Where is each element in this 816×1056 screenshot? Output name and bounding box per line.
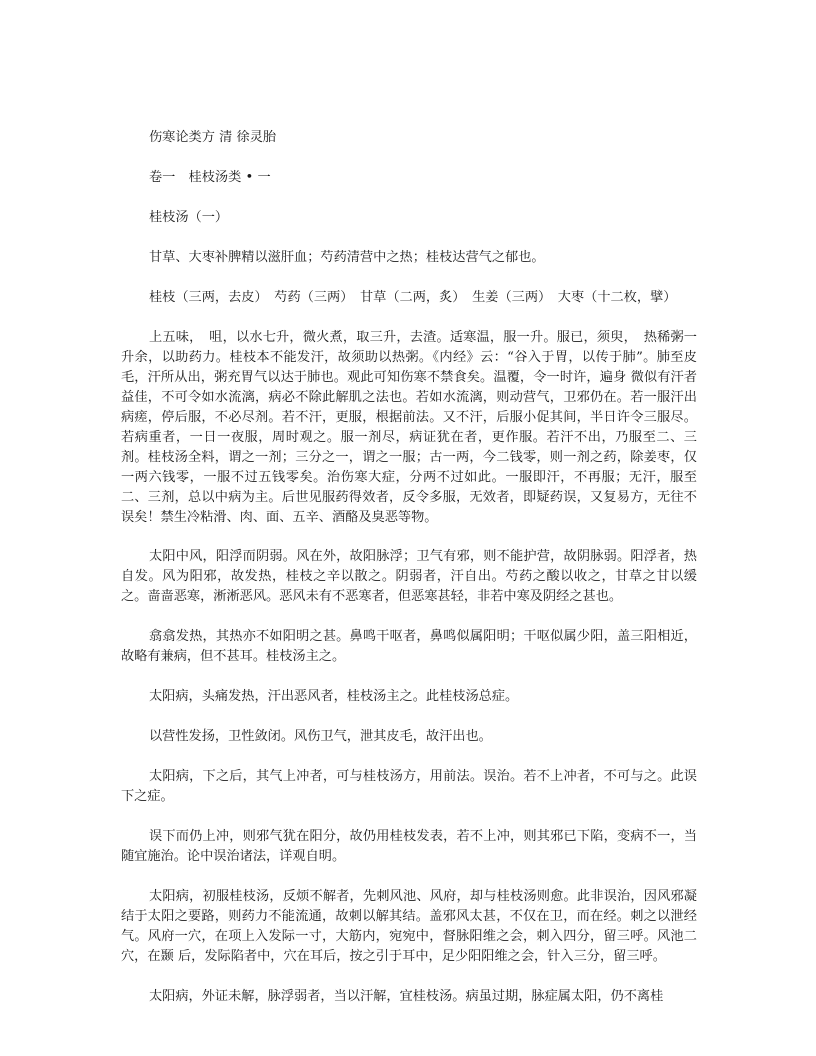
paragraph-preparation: 上五味， 咀，以水七升，微火煮，取三升，去渣。适寒温，服一升。服已，须臾， 热稀粥一升余，以助药力。桂枝本不能发汗，故须助以热粥。《内经》云：“谷入于胃，以传于肺”。肺至皮毛，汗所从出，粥充胃气以达于肺也。观此可知伤寒不禁食矣。温覆，令一时许，遍身 微似有汗者益佳，不可令如水流漓，病必不除此解肌之法也。若如水流漓，则动营气，卫邪仍在。若一服汗出病瘥，停后服，不必尽剂。若不汗，更服，根据前法。又不汗，后服小促其间，半日许令三服尽。若病重者，一日一夜服，周时观之。服一剂尽，病证犹在者，更作服。若汗不出，乃服至二、三剂。桂枝汤全料，谓之一剂；三分之一，谓之一服；古一两，今二钱零，则一剂之药，除姜枣，仅一两六钱零，一服不过五钱零矣。治伤寒大症，分两不过如此。一服即汗，不再服；无汗，服至二、三剂，总以中病为主。后世见服药得效者，反令多服，无效者，即疑药误，又复易方，无往不误矣！禁生冷粘滑、肉、面、五辛、酒酪及臭恶等物。 <box>121 330 697 525</box>
paragraph-sweating: 以营性发扬，卫性敛闭。风伤卫气，泄其皮毛，故汗出也。 <box>149 729 492 744</box>
paragraph-acupuncture: 太阳病，初服桂枝汤，反烦不解者，先刺风池、风府，却与桂枝汤则愈。此非误治，因风邪凝结于太阳之要路，则药力不能流通，故刺以解其结。盖邪风太甚，不仅在卫，而在经。刺之以泄经气。风府一穴，在项上入发际一寸，大筋内，宛宛中，督脉阳维之会，刺入四分，留三呼。风池二穴，在颞 后，发际陷者中，穴在耳后，按之引于耳中，足少阳阳维之会，针入三分，留三呼。 <box>121 889 697 964</box>
paragraph-mistreatment: 误下而仍上冲，则邪气犹在阳分，故仍用桂枝发表，若不上冲，则其邪已下陷，变病不一，当随宜施治。论中误治诸法，详观自明。 <box>121 829 697 864</box>
paragraph-headache: 太阳病，头痛发热，汗出恶风者，桂枝汤主之。此桂枝汤总症。 <box>149 689 519 704</box>
paragraph-taiyang-wind: 太阳中风，阳浮而阴弱。风在外，故阳脉浮；卫气有邪，则不能护营，故阴脉弱。阳浮者，热自发。风为阳邪，故发热，桂枝之辛以散之。阴弱者，汗自出。芍药之酸以收之，甘草之甘以缓之。啬啬恶寒，淅淅恶风。恶风未有不恶寒者，但恶寒甚轻，非若中寒及阴经之甚也。 <box>121 549 697 604</box>
paragraph-external-syndrome: 太阳病，外证未解，脉浮弱者，当以汗解，宜桂枝汤。病虽过期，脉症属太阳，仍不离桂 <box>149 989 664 1004</box>
document-title: 伤寒论类方 清 徐灵胎 <box>149 130 277 145</box>
paragraph-herb-functions: 甘草、大枣补脾精以滋肝血；芍药清营中之热；桂枝达营气之郁也。 <box>149 250 545 265</box>
paragraph-fever: 翕翕发热，其热亦不如阳明之甚。鼻鸣干呕者，鼻鸣似属阳明；干呕似属少阳，盖三阳相近，故略有兼病，但不甚耳。桂枝汤主之。 <box>121 629 697 664</box>
paragraph-purgation: 太阳病，下之后，其气上冲者，可与桂枝汤方，用前法。误治。若不上冲者，不可与之。此误下之症。 <box>121 769 697 804</box>
paragraph-ingredients: 桂枝（三两，去皮） 芍药（三两） 甘草（二两，炙） 生姜（三两） 大枣（十二枚，擘） <box>149 290 677 305</box>
document-page <box>121 128 697 1027</box>
chapter-heading: 卷一 桂枝汤类 • 一 <box>149 170 271 185</box>
section-heading: 桂枝汤（一） <box>149 210 229 225</box>
